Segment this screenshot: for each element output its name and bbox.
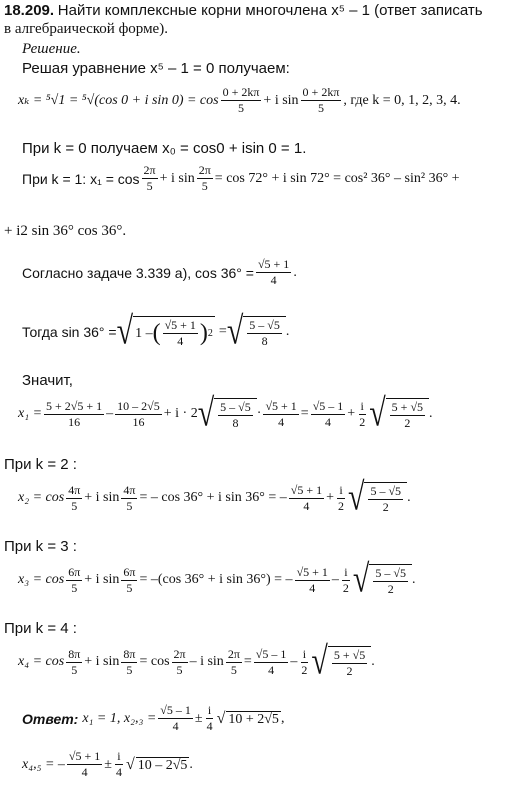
k2-label: При k = 2 : (4, 456, 77, 473)
formula-cos36: Согласно задаче 3.339 а), cos 36° = $\frac{√5 + 1}{4}$ . (22, 257, 297, 287)
fraction: $\frac{2\pi}{5}$ (173, 646, 186, 677)
fraction: $\frac{4\pi}{5}$ (123, 482, 136, 513)
xk-mid: + i sin (263, 92, 299, 108)
fraction: $\frac{i}{4}$ (206, 703, 213, 733)
fraction: $\frac{5 + √5}{2}$ (391, 400, 424, 430)
fraction: $\frac{10 - 2√5}{16}$ (117, 398, 160, 429)
solution-label: Решение. (22, 41, 81, 57)
k1-mid: + i sin (159, 170, 195, 186)
formula-x4: x₄ = cos $\frac{8\pi}{5}$ + i sin $\frac{8\pi}{5}$ = cos $\frac{2\pi}{5}$ – i sin $\frac{2\pi}{5}$ = $\frac{√5 - 1}{4}$ – $\frac{i}{2}$ √ $\frac{5 + √5}{2}$ . (18, 639, 375, 683)
square-root: √ $\frac{5 - √5}{8}$ (198, 398, 257, 430)
radicand: 10 – 2√5 (137, 757, 188, 773)
answer-label: Ответ: (22, 710, 79, 727)
formula-k1 (22, 164, 525, 193)
hence-label: Значит, (22, 372, 73, 389)
sin36-lead: Тогда sin 36° = (22, 324, 117, 340)
formula-sin36: Тогда sin 36° = √ 1 – ( $\frac{√5 + 1}{4}$ ) 2 = √ $\frac{5 - √5}{8}$ . (22, 309, 290, 353)
problem-text-1: Найти комплексные корни многочлена x⁵ – 1 (ответ записать (57, 2, 483, 19)
fraction: $\frac{√5 - 1}{4}$ (255, 646, 287, 677)
fraction: $\frac{6\pi}{5}$ (123, 564, 136, 595)
xk-lhs: xₖ = ⁵√1 = ⁵√(cos 0 + i sin 0) = cos (18, 93, 219, 108)
answer-line-2: x₄,₅ = – $\frac{√5 + 1}{4}$ ± $\frac{i}{4}$ √ 10 – 2√5 . (22, 750, 525, 779)
square-root: √ $\frac{5 - √5}{8}$ (227, 316, 286, 348)
fraction: $\frac{6\pi}{5}$ (68, 564, 81, 595)
radicand: 10 + 2√5 (228, 711, 279, 727)
cos36-lead: Согласно задаче 3.339 а), cos 36° = (22, 264, 254, 281)
fraction: $\frac{√5 + 1}{4}$ (68, 749, 101, 779)
fraction: $\frac{5 - √5}{2}$ (375, 566, 406, 596)
fraction: $\frac{8\pi}{5}$ (68, 646, 81, 677)
fraction: $\frac{i}{4}$ (115, 749, 122, 779)
formula-x3: x₃ = cos $\frac{6\pi}{5}$ + i sin $\frac{6\pi}{5}$ = –(cos 36° + i sin 36°) = – $\frac{√5 + 1}{4}$ – $\frac{i}{2}$ √ $\frac{5 - √5}{2}$ . (18, 557, 416, 601)
square-root: √ $\frac{5 - √5}{2}$ (348, 482, 407, 514)
fraction: $\frac{√5 - 1}{4}$ (312, 398, 344, 429)
fraction: $\frac{2\pi}{5}$ (143, 163, 156, 193)
square-root: √ $\frac{5 + √5}{2}$ (311, 646, 371, 678)
k1-tail: = cos 72° + i sin 72° = cos² 36° – sin² 36° + (214, 170, 460, 186)
fraction: $\frac{i}{2}$ (338, 482, 344, 513)
k3-label: При k = 3 : (4, 538, 77, 555)
fraction: $\frac{4\pi}{5}$ (68, 482, 81, 513)
k1-continuation: + i2 sin 36° cos 36°. (4, 223, 127, 239)
fraction: $\frac{2\pi}{5}$ (198, 163, 211, 193)
fraction: $\frac{0 + 2k\pi}{5}$ (302, 85, 340, 115)
fraction: $\frac{i}{2}$ (359, 398, 366, 429)
fraction: $\frac{√5 - 1}{4}$ (160, 703, 191, 733)
fraction: $\frac{√5 + 1}{4}$ (290, 482, 323, 513)
square-root: √ $\frac{5 - √5}{2}$ (353, 564, 412, 596)
square-root: √ $\frac{5 + √5}{2}$ (369, 398, 429, 430)
fraction: $\frac{8\pi}{5}$ (123, 646, 136, 677)
fraction: $\frac{2\pi}{5}$ (227, 646, 240, 677)
problem-statement (4, 2, 525, 20)
fraction: $\frac{√5 + 1}{4}$ (164, 318, 196, 348)
k1-lead: При k = 1: x₁ = cos (22, 170, 140, 187)
fraction: $\frac{5 + 2√5 + 1}{16}$ (46, 398, 103, 429)
fraction: $\frac{i}{2}$ (301, 646, 308, 677)
fraction: $\frac{5 + √5}{2}$ (333, 648, 366, 678)
xk-tail: , где k = 0, 1, 2, 3, 4. (343, 92, 461, 108)
fraction: $\frac{√5 + 1}{4}$ (296, 564, 328, 595)
fraction: $\frac{5 - √5}{8}$ (220, 400, 251, 430)
fraction: $\frac{5 - √5}{2}$ (370, 484, 402, 514)
intro-line: Решая уравнение x⁵ – 1 = 0 получаем: (22, 60, 290, 77)
formula-xk (18, 86, 525, 115)
answer-line-1: Ответ: x₁ = 1, x₂,₃ = $\frac{√5 - 1}{4}$ ± $\frac{i}{4}$ √ 10 + 2√5 , (22, 704, 525, 733)
fraction: $\frac{i}{2}$ (342, 564, 349, 595)
k0-line: При k = 0 получаем x₀ = cos0 + isin 0 = 1. (22, 140, 307, 157)
fraction: $\frac{√5 + 1}{4}$ (265, 398, 297, 429)
formula-x2: x₂ = cos $\frac{4\pi}{5}$ + i sin $\frac{4\pi}{5}$ = – cos 36° + i sin 36° = – $\frac{√5 + 1}{4}$ + $\frac{i}{2}$ √ $\frac{5 - √5}{2}$ . (18, 475, 411, 519)
problem-number: 18.209. (4, 2, 55, 19)
k4-label: При k = 4 : (4, 620, 77, 637)
problem-text-2: в алгебраической форме). (4, 21, 168, 37)
square-root: √ 1 – ( $\frac{√5 + 1}{4}$ ) 2 (116, 309, 213, 353)
fraction: $\frac{5 - √5}{8}$ (249, 318, 280, 348)
fraction: $\frac{0 + 2k\pi}{5}$ (222, 85, 260, 115)
formula-x1: x₁ = $\frac{5 + 2√5 + 1}{16}$ – $\frac{10 - 2√5}{16}$ + i · 2 √ $\frac{5 - √5}{8}$ · $\frac{√5 + 1}{4}$ = $\frac{√5 - 1}{4}$ + $\frac{i}{2}$ √ $\frac{5 + √5}{2}$ . (18, 391, 433, 435)
fraction: $\frac{√5 + 1}{4}$ (257, 257, 290, 287)
